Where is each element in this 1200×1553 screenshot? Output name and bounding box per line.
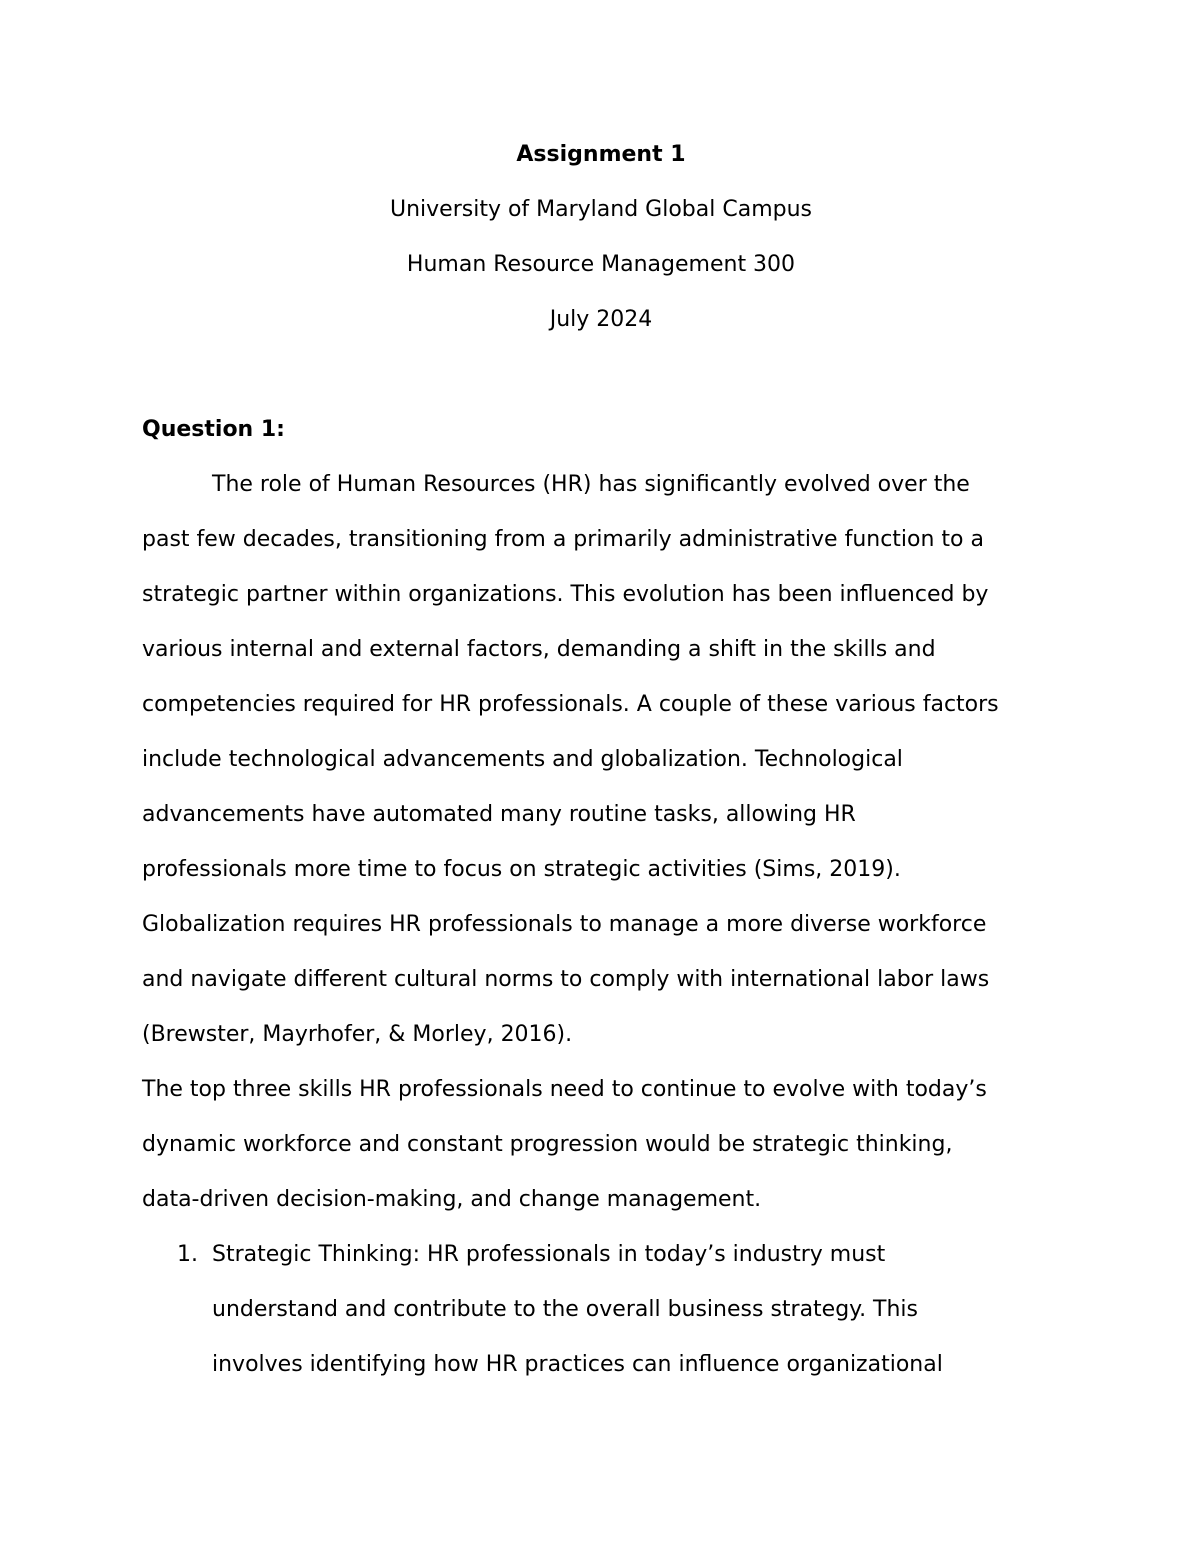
list-number: 1. — [177, 1242, 198, 1267]
paragraph-line: include technological advancements and globalization. Technological — [142, 747, 903, 772]
paragraph-line: various internal and external factors, demanding a shift in the skills and — [142, 637, 936, 662]
institution-name: University of Maryland Global Campus — [389, 197, 812, 222]
document-body — [142, 137, 1060, 1402]
paragraph-line: and navigate different cultural norms to comply with international labor laws — [142, 967, 990, 992]
paragraph-2 — [142, 1072, 1060, 1237]
document-title: Assignment 1 — [516, 142, 686, 167]
paragraph-line: strategic partner within organizations. This evolution has been influenced by — [142, 582, 989, 607]
list-item-line: Strategic Thinking: HR professionals in today’s industry must — [212, 1242, 886, 1267]
paragraph-line: advancements have automated many routine tasks, allowing HR — [142, 802, 856, 827]
paragraph-line: Globalization requires HR professionals to manage a more diverse workforce — [142, 912, 987, 937]
paragraph-line: professionals more time to focus on strategic activities (Sims, 2019). — [142, 857, 901, 882]
numbered-list-item — [142, 1237, 1060, 1402]
paragraph-line: competencies required for HR professionals. A couple of these various factors — [142, 692, 999, 717]
course-name: Human Resource Management 300 — [406, 252, 796, 277]
paragraph-line: The role of Human Resources (HR) has significantly evolved over the — [212, 472, 970, 497]
paragraph-line: dynamic workforce and constant progression would be strategic thinking, — [142, 1132, 953, 1157]
list-item-line: involves identifying how HR practices can influence organizational — [212, 1352, 943, 1377]
paragraph-1 — [142, 467, 1060, 1072]
title-block — [142, 137, 1060, 357]
list-item-line: understand and contribute to the overall business strategy. This — [212, 1297, 919, 1322]
paragraph-line: The top three skills HR professionals need to continue to evolve with today’s — [142, 1077, 987, 1102]
paragraph-line: (Brewster, Mayrhofer, & Morley, 2016). — [142, 1022, 573, 1047]
paragraph-line: past few decades, transitioning from a primarily administrative function to a — [142, 527, 984, 552]
question-heading: Question 1: — [142, 417, 285, 442]
document-date: July 2024 — [549, 307, 653, 332]
paragraph-line: data-driven decision-making, and change management. — [142, 1187, 762, 1212]
spacer — [142, 357, 1060, 412]
